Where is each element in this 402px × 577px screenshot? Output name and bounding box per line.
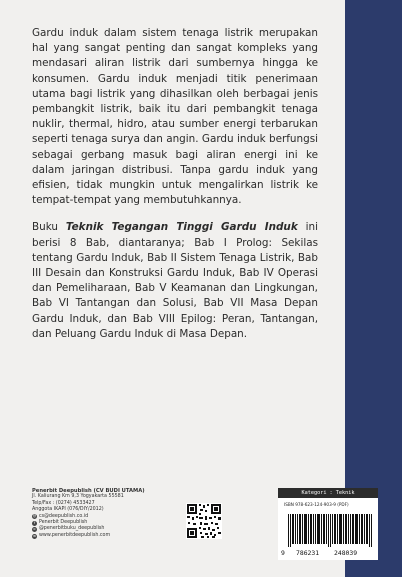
publisher-phone: Telp/Fax : (0274) 4533427 (32, 500, 95, 506)
summary-line: ini berisi 8 Bab, diantaranya; Bab I Prolog: (32, 221, 318, 249)
publisher-address: Jl. Kaliurang Km 9,3 Yogyakarta 55581 (32, 494, 124, 500)
barcode-digits-left: 786231 (296, 549, 320, 557)
mail-icon: @ (32, 514, 37, 519)
isbn-barcode-box (278, 488, 378, 560)
intro-line: nuklir, thermal, hidro, atau sumber energi (32, 118, 257, 131)
barcode-digits (278, 548, 378, 558)
publisher-info (32, 488, 182, 539)
intro-line: listrik dari sumbernya hingga ke (132, 57, 318, 70)
summary-prefix: Buku (32, 221, 66, 234)
summary-line: Tenaga Listrik, Bab III Desain dan (32, 251, 319, 280)
intro-line: dihasilkan oleh berbagai jenis pembangkit (32, 87, 318, 116)
barcode-bars (288, 514, 372, 547)
intro-line: membutuhkannya. (143, 194, 242, 207)
intro-line: merupakan hal yang sangat penting dan (32, 27, 318, 55)
publisher-instagram[interactable]: @penerbitbuku_deepublish (39, 526, 105, 532)
publisher-facebook[interactable]: Penerbit Deepublish (39, 520, 88, 526)
intro-line: masuk bagi aliran energi ini ke dalam (32, 148, 319, 176)
intro-line: jaringan distribusi. Tanpa gardu induk (71, 163, 285, 176)
intro-line: yang efisien, tidak mungkin untuk (32, 163, 318, 192)
summary-line: Bab VII Masa Depan Gardu Induk, dan Bab (32, 297, 318, 325)
publisher-website-row (32, 533, 182, 539)
intro-line: listrik, baik itu dari pembangkit tenaga (100, 103, 318, 116)
intro-line: sangat kompleks yang mendasari aliran (32, 42, 318, 70)
intro-line: mengalirkan listrik ke tempat-tempat yang (32, 179, 318, 207)
summary-line: dan Pemeliharaan, Bab V Keamanan dan (32, 282, 250, 295)
barcode-digits-right: 248039 (334, 549, 358, 557)
barcode-digit-first: 9 (281, 549, 285, 557)
intro-line: Gardu induk berfungsi sebagai gerbang (32, 133, 319, 161)
summary-line: Sekilas tentang Gardu Induk, Bab II Sistem (32, 236, 318, 264)
publisher-website[interactable]: www.penerbitdeepublish.com (39, 532, 111, 538)
facebook-icon: f (33, 520, 36, 525)
isbn-number: ISBN 978-623-124-903-9 (PDF) (284, 502, 349, 507)
summary-line: VIII Epilog: Peran, Tantangan, dan Peluang (32, 312, 318, 340)
paragraph-book-summary (32, 220, 318, 342)
summary-line: Gardu Induk di Masa Depan. (99, 327, 248, 340)
qr-code[interactable] (186, 503, 222, 539)
publisher-email[interactable]: cs@deepublish.co.id (39, 513, 89, 519)
summary-line: Lingkungan, Bab VI Tantangan dan Solusi, (32, 282, 318, 310)
category-label: Kategori : Teknik (278, 488, 378, 498)
intro-line: konsumen. Gardu induk menjadi titik (32, 72, 247, 85)
globe-icon: w (33, 533, 36, 538)
publisher-name: Penerbit Deepublish (CV BUDI UTAMA) (32, 488, 145, 494)
intro-line: terbarukan seperti tenaga surya dan angin. (32, 118, 318, 146)
intro-line: penerimaan utama bagi listrik yang (32, 72, 318, 100)
publisher-member: Anggota IKAPI (076/DIY/2012) (32, 507, 104, 513)
back-cover-text (32, 26, 318, 342)
instagram-icon: o (33, 527, 36, 532)
intro-line: Gardu induk dalam sistem tenaga listrik (32, 27, 254, 39)
book-title: Teknik Tegangan Tinggi Gardu Induk (65, 221, 298, 234)
summary-line: Konstruksi Gardu Induk, Bab IV Operasi (108, 267, 318, 280)
paragraph-intro (32, 26, 318, 208)
